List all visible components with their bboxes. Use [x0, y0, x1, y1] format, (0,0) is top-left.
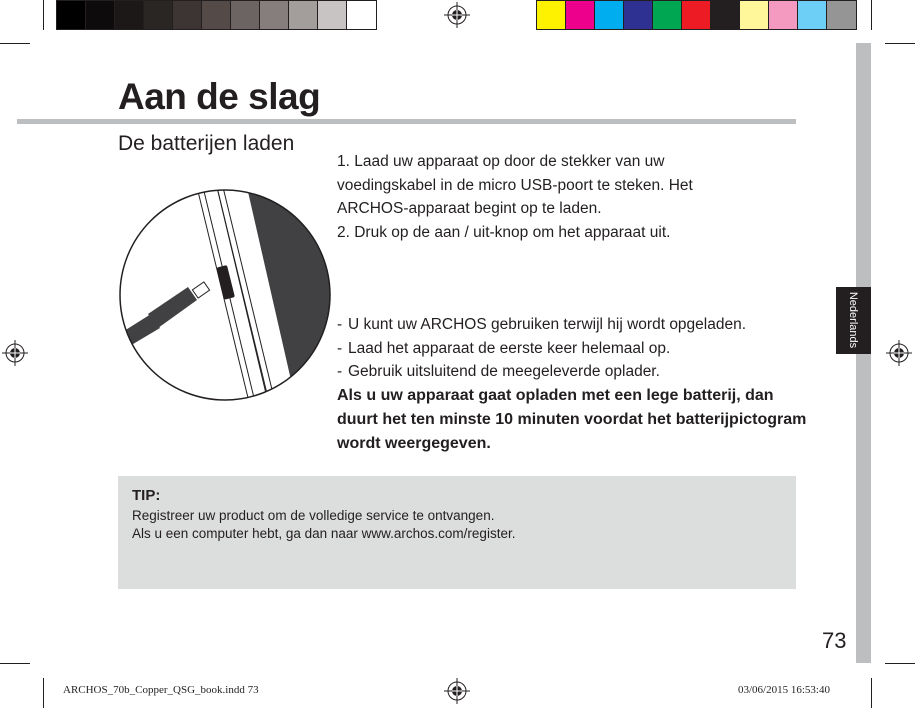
color-swatch	[711, 1, 740, 29]
color-swatch	[86, 1, 115, 29]
color-swatch	[827, 1, 856, 29]
color-swatch	[173, 1, 202, 29]
language-tab-label: Nederlands	[847, 291, 859, 349]
crop-mark	[871, 0, 872, 30]
page-title: Aan de slag	[118, 76, 321, 117]
color-swatch	[318, 1, 347, 29]
bullet-dash: -	[337, 339, 343, 357]
tip-box	[118, 476, 796, 589]
grayscale-color-bar	[56, 0, 377, 30]
registration-mark-icon	[2, 340, 28, 366]
list-item	[337, 337, 817, 361]
crop-mark	[871, 678, 872, 708]
color-swatch	[682, 1, 711, 29]
charging-port-illustration	[118, 188, 332, 402]
list-item	[337, 313, 817, 337]
color-swatch	[769, 1, 798, 29]
crop-mark	[0, 43, 30, 44]
crop-mark	[885, 43, 915, 44]
instruction-steps	[337, 150, 757, 244]
section-title: De batterijen laden	[118, 132, 295, 155]
registration-mark-icon	[444, 678, 470, 704]
color-swatch	[347, 1, 376, 29]
crop-mark	[0, 663, 30, 664]
note-text: Laad het apparaat de eerste keer helemaal op.	[348, 339, 671, 357]
crop-mark	[43, 0, 44, 30]
registration-mark-icon	[444, 2, 470, 28]
step-1: 1. Laad uw apparaat op door de stekker van uw voedingskabel in de micro USB-poort te steken. Het ARCHOS-apparaat begint op te laden.	[337, 153, 693, 217]
color-swatch	[740, 1, 769, 29]
color-swatch	[57, 1, 86, 29]
color-swatch	[566, 1, 595, 29]
tip-label: TIP:	[132, 487, 161, 504]
color-swatch	[202, 1, 231, 29]
tip-line: Als u een computer hebt, ga dan naar www.archos.com/register.	[132, 526, 516, 541]
notes-list	[337, 313, 817, 456]
slug-timestamp: 03/06/2015 16:53:40	[738, 684, 830, 696]
note-text: U kunt uw ARCHOS gebruiken terwijl hij wordt opgeladen.	[348, 316, 747, 333]
registration-mark-icon	[886, 340, 912, 366]
step-2: 2. Druk op de aan / uit-knop om het apparaat uit.	[337, 223, 671, 241]
list-item	[337, 360, 817, 384]
slug-file-name: ARCHOS_70b_Copper_QSG_book.indd 73	[63, 684, 259, 696]
bullet-dash: -	[337, 363, 343, 380]
page-number: 73	[822, 628, 847, 653]
color-swatch	[537, 1, 566, 29]
crop-mark	[885, 663, 915, 664]
process-color-bar	[536, 0, 857, 30]
color-swatch	[595, 1, 624, 29]
warning-text: Als u uw apparaat gaat opladen met een lege batterij, dan duurt het ten minste 10 minuten voordat het batterijpictogram wordt weergegeven.	[337, 386, 807, 452]
color-swatch	[260, 1, 289, 29]
tip-line: Registreer uw product om de volledige service te ontvangen.	[132, 508, 495, 523]
color-swatch	[231, 1, 260, 29]
bullet-dash: -	[337, 316, 343, 333]
color-swatch	[653, 1, 682, 29]
crop-mark	[43, 678, 44, 708]
color-swatch	[289, 1, 318, 29]
color-swatch	[115, 1, 144, 29]
color-swatch	[798, 1, 827, 29]
note-text: Gebruik uitsluitend de meegeleverde oplader.	[348, 363, 660, 380]
title-underline	[17, 119, 796, 124]
color-swatch	[144, 1, 173, 29]
color-swatch	[624, 1, 653, 29]
